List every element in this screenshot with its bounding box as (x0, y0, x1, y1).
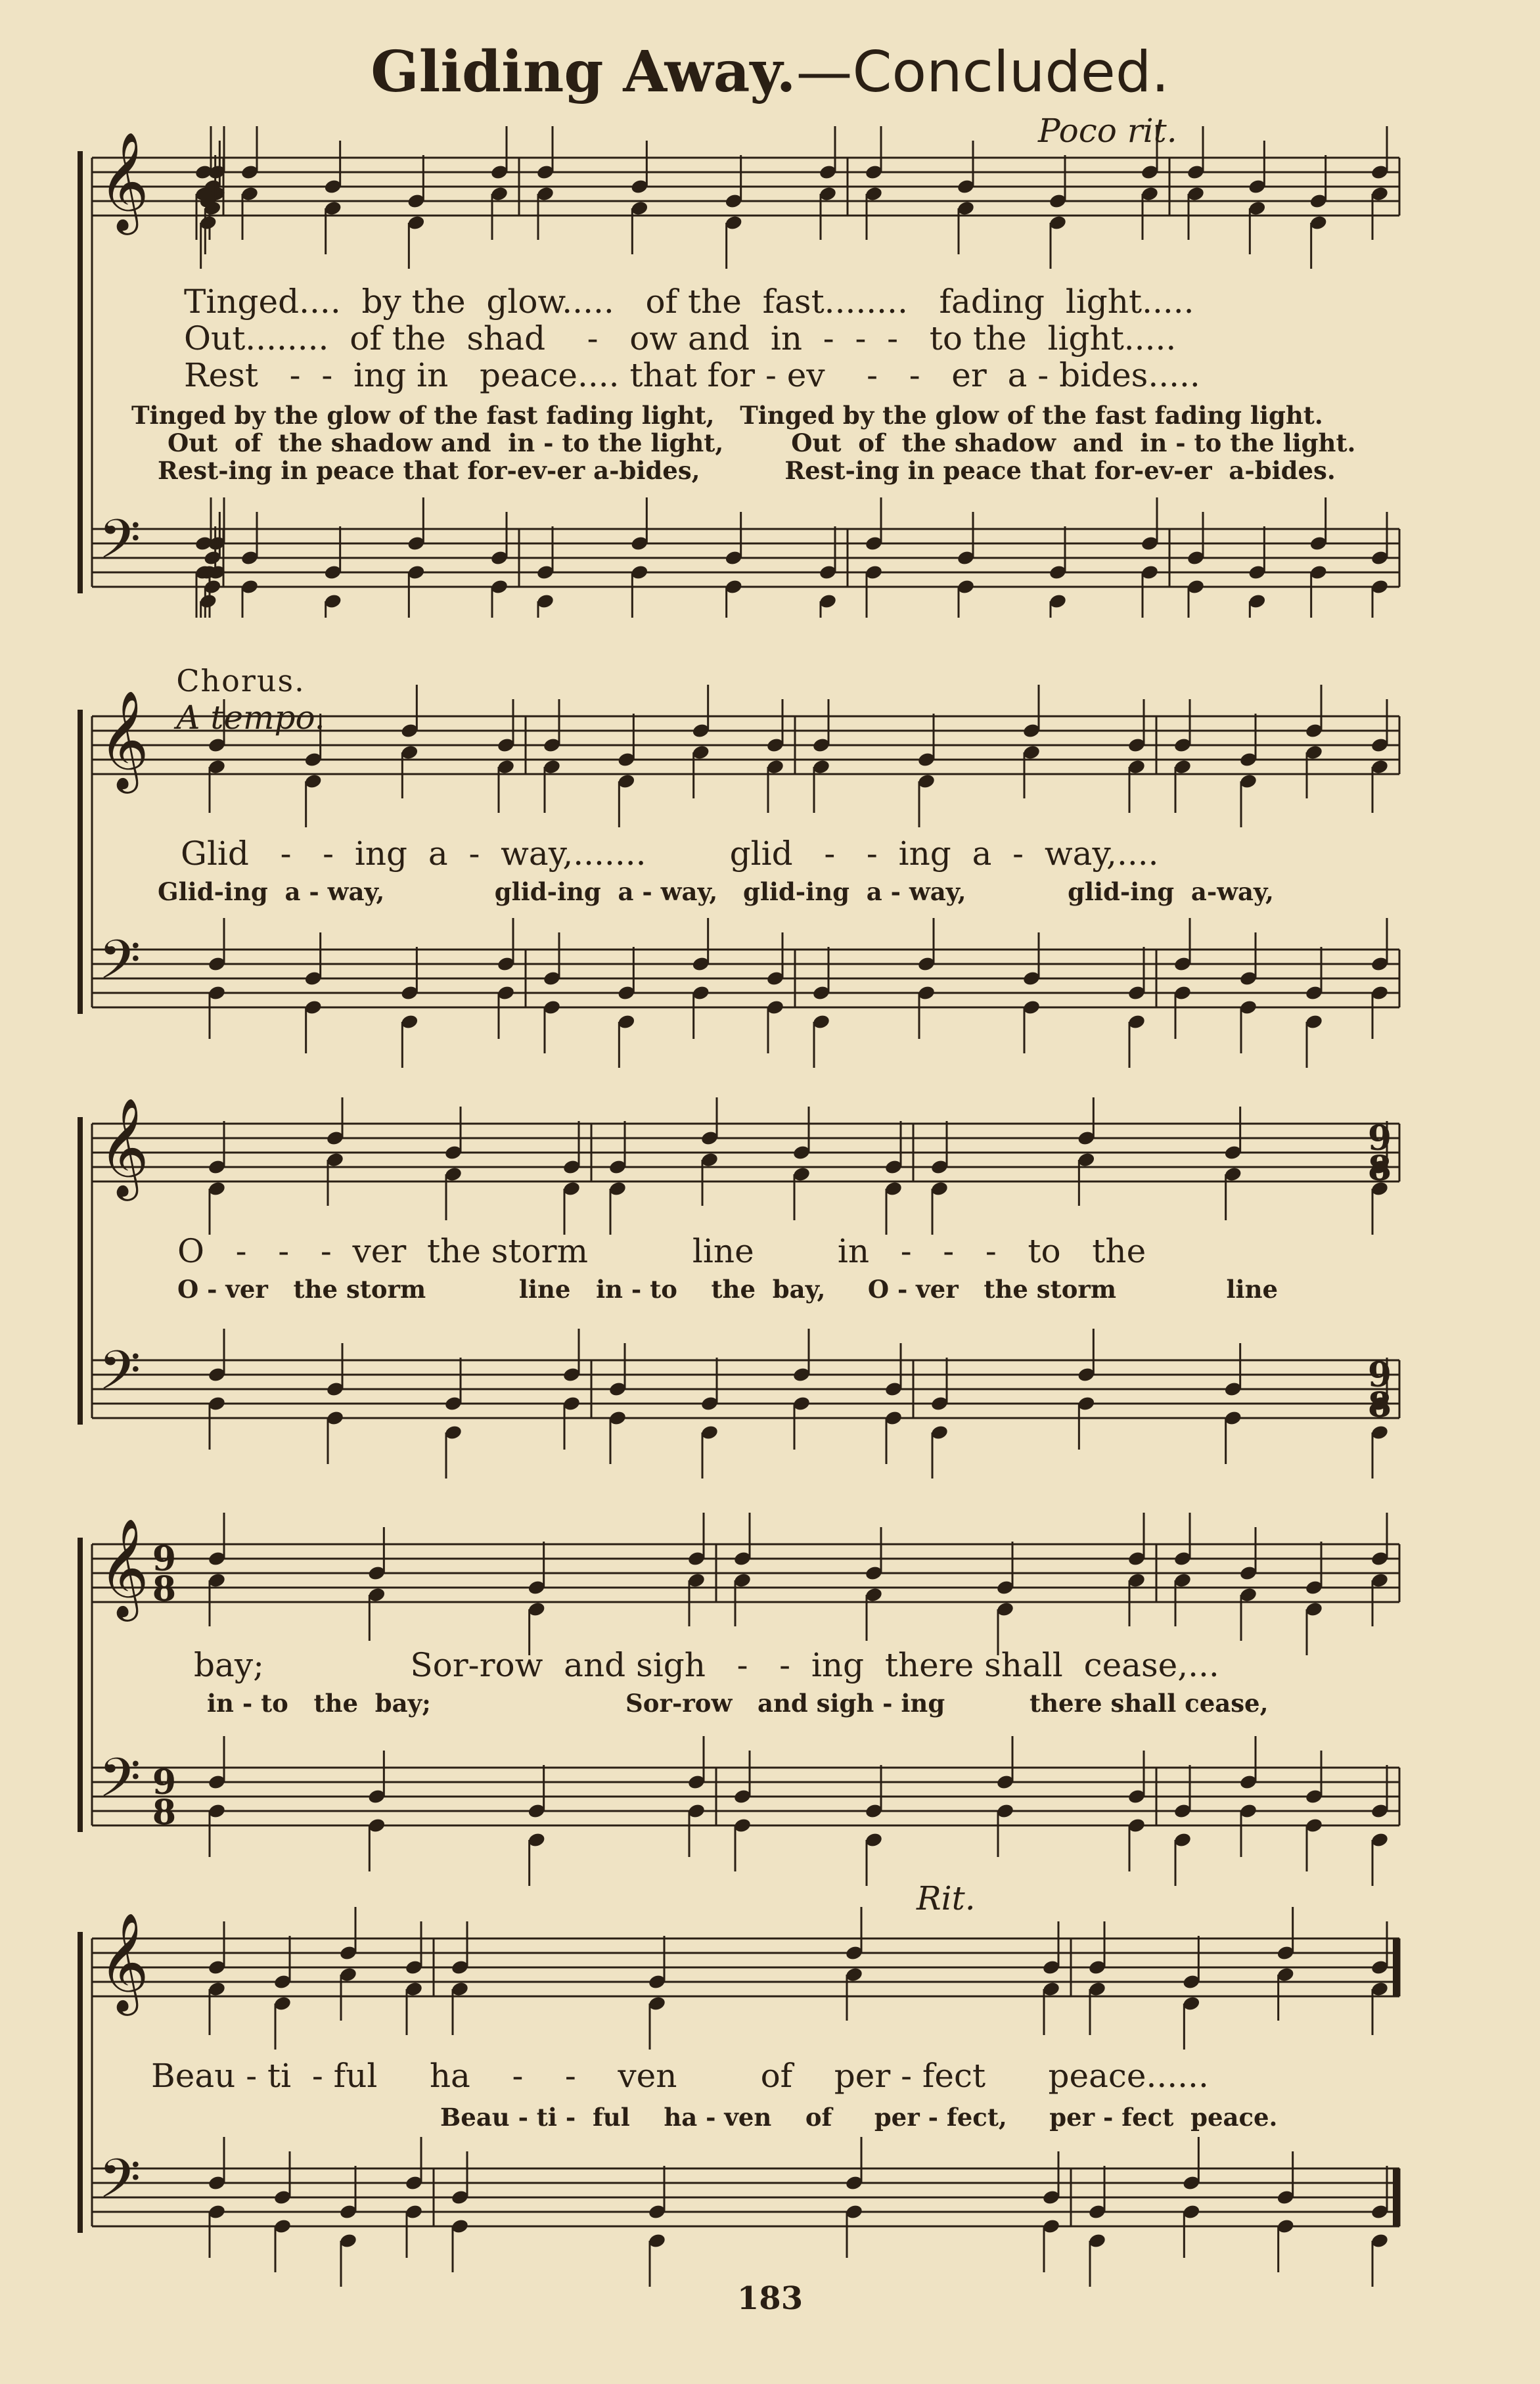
time-signature-denominator: 8 (152, 1793, 177, 1833)
bass-clef-icon: 𝄢 (99, 1339, 141, 1415)
chorus-direction (163, 651, 325, 749)
treble-clef-icon: 𝄞 (99, 131, 149, 231)
treble-clef-icon: 𝄞 (99, 1097, 149, 1197)
lyric-verse-1: Tinged.... by the glow..... of the fast........ fading light..... (184, 283, 1194, 321)
bass-clef-icon: 𝄢 (99, 2147, 141, 2224)
chorus-sub-lyric-3: in - to the bay; Sor-row and sigh - ing there shall cease, (207, 1689, 1269, 1718)
bass-clef-icon: 𝄢 (99, 507, 141, 584)
time-signature-numerator: 9 (1367, 1355, 1392, 1395)
treble-clef-icon: 𝄞 (99, 1517, 149, 1617)
bass-clef-icon: 𝄢 (99, 928, 141, 1005)
poco-rit-direction: Poco rit. (1038, 112, 1177, 150)
chorus-lyric-3: bay; Sor-row and sigh - - ing there shall cease,... (194, 1646, 1219, 1684)
page-number: 183 (736, 2280, 804, 2317)
song-subtitle: —Concluded. (796, 39, 1169, 105)
bass-lyric-3: Rest-ing in peace that for-ev-er a-bides, Rest-ing in peace that for-ev-er a-bides. (158, 456, 1336, 485)
time-signature-denominator: 8 (152, 1569, 177, 1609)
final-bar (1393, 1938, 1399, 1996)
system-brace (78, 1538, 83, 1832)
system-brace (78, 1117, 83, 1425)
chorus-sub-lyric-2: O - ver the storm line in - to the bay, O - ver the storm line (177, 1275, 1279, 1304)
treble-clef-icon: 𝄞 (99, 689, 149, 789)
final-bar (1393, 2168, 1399, 2226)
system-brace (78, 710, 83, 1014)
system-brace (78, 1932, 83, 2233)
song-title: Gliding Away. (371, 39, 796, 105)
chorus-lyric-4: Beau - ti - ful ha - - ven of per - fect peace...... (151, 2057, 1209, 2095)
system-3 (66, 1097, 1413, 1498)
time-signature-denominator: 8 (1367, 1385, 1392, 1425)
chorus-sub-lyric-1: Glid-ing a - way, glid-ing a - way, glid-ing a - way, glid-ing a-way, (158, 877, 1274, 906)
chorus-lyric-1: Glid - - ing a - way,....... glid - - ing a - way,.... (181, 835, 1159, 873)
a-tempo-direction: A tempo. (176, 699, 325, 737)
system-5 (66, 1879, 1413, 2287)
system-1 (66, 112, 1413, 618)
chorus-sub-lyric-4: Beau - ti - ful ha - ven of per - fect, per - fect peace. (440, 2103, 1278, 2132)
chorus-lyric-2: O - - - ver the storm line in - - - to the (177, 1232, 1146, 1270)
bass-lyric-1: Tinged by the glow of the fast fading light, Tinged by the glow of the fast fading light. (131, 401, 1323, 430)
system-brace (78, 151, 83, 593)
chorus-label: Chorus. (176, 663, 306, 699)
system-4 (66, 1505, 1413, 1906)
lyric-verse-2: Out........ of the shad - ow and in - - - to the light..... (184, 319, 1177, 357)
time-signature-numerator: 9 (152, 1539, 177, 1579)
system-2 (66, 651, 1413, 1071)
time-signature-denominator: 8 (1367, 1149, 1392, 1189)
treble-clef-icon: 𝄞 (99, 1912, 149, 2011)
lyric-verse-3: Rest - - ing in peace.... that for - ev - - er a - bides..... (184, 356, 1200, 394)
rit-direction: Rit. (917, 1879, 976, 1917)
bass-clef-icon: 𝄢 (99, 1746, 141, 1823)
bass-lyric-2: Out of the shadow and in - to the light, Out of the shadow and in - to the light. (168, 428, 1356, 457)
page-title (0, 36, 1540, 108)
time-signature-numerator: 9 (152, 1762, 177, 1802)
time-signature-numerator: 9 (1367, 1118, 1392, 1158)
